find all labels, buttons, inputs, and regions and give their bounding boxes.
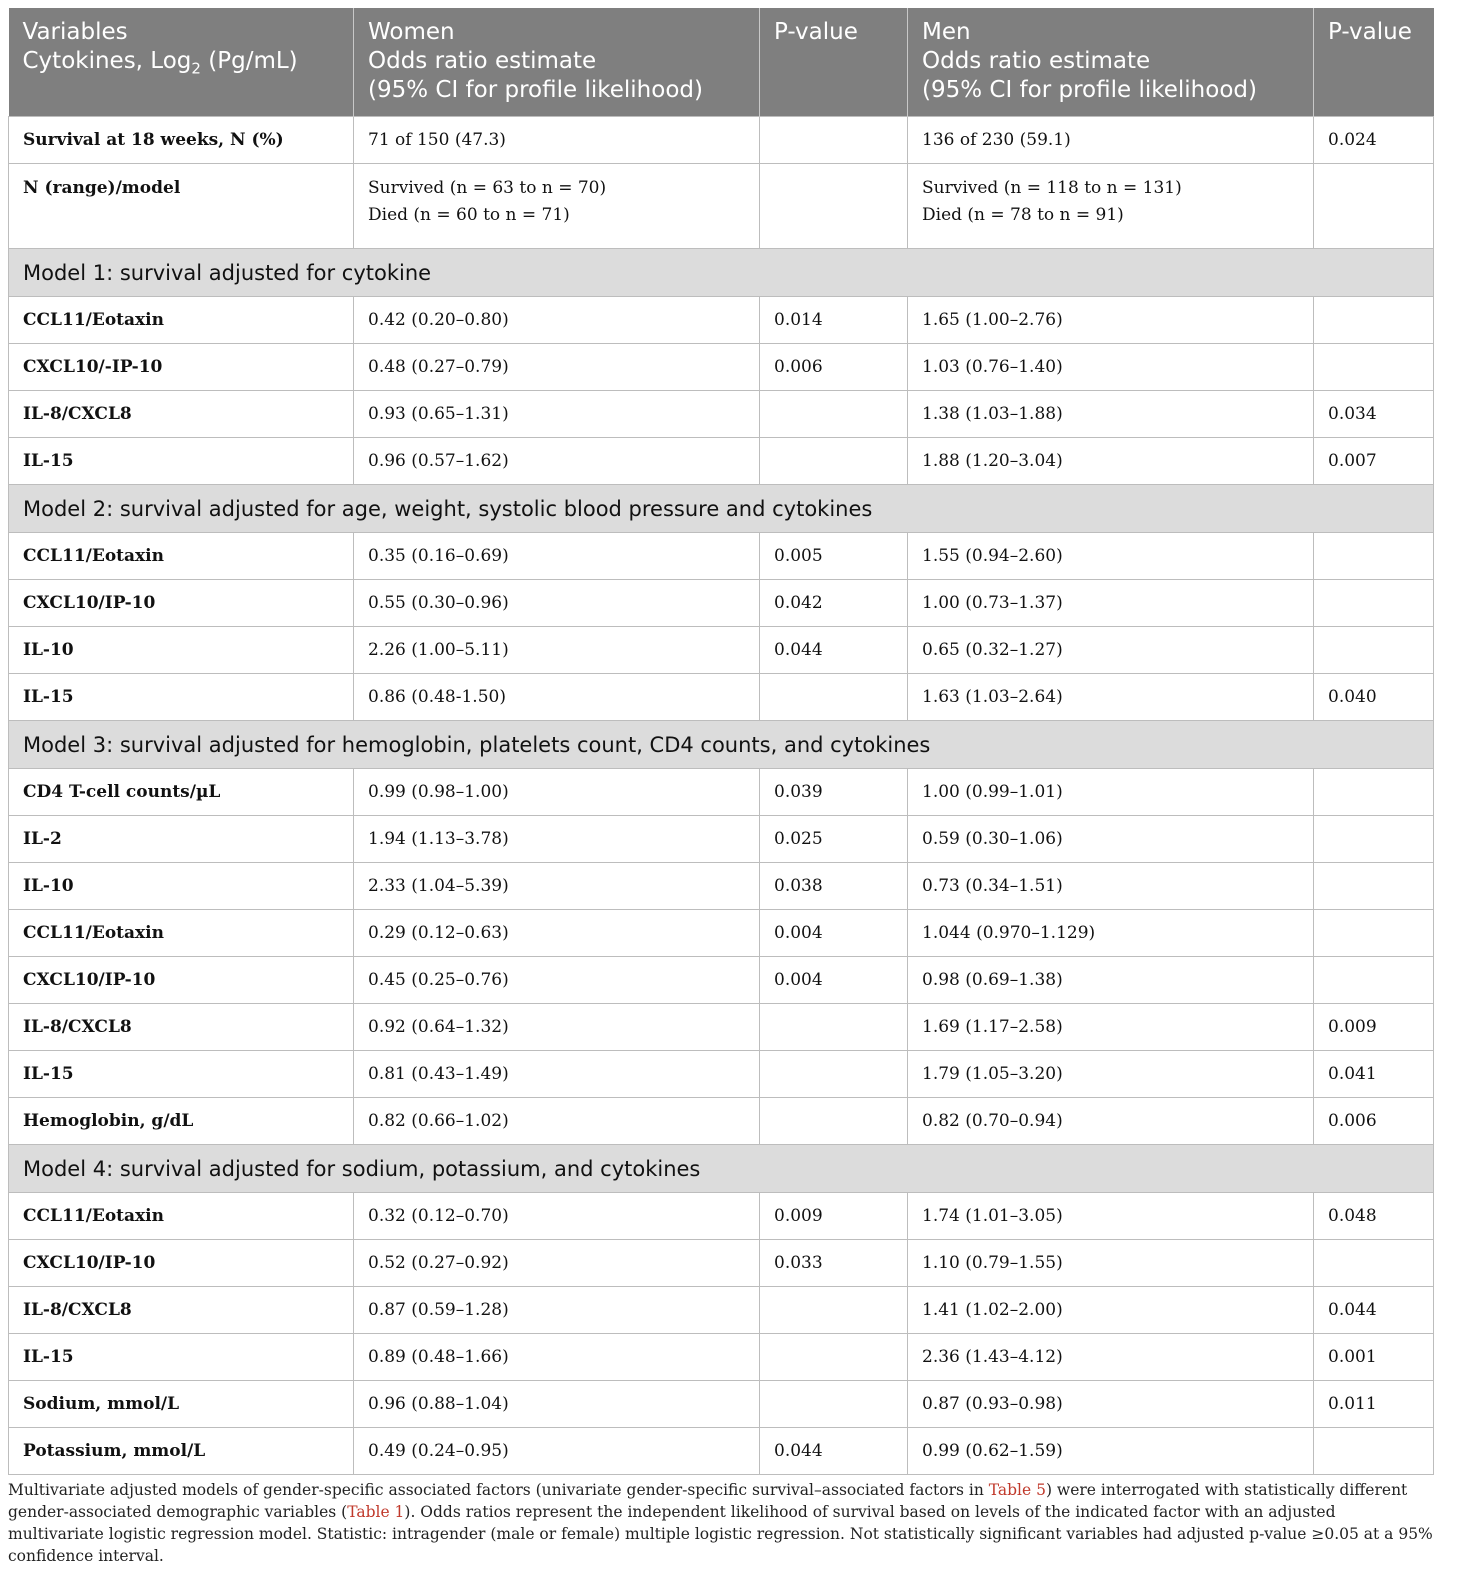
variable-cell: IL-10	[9, 863, 354, 910]
women-pvalue-cell: 0.033	[760, 1240, 908, 1287]
header-row	[9, 8, 1434, 117]
model-title: Model 3: survival adjusted for hemoglobin, platelets count, CD4 counts, and cytokines	[9, 721, 1434, 769]
men-pvalue-cell	[1314, 297, 1434, 344]
table-row	[9, 1428, 1434, 1475]
men-pvalue-cell: 0.011	[1314, 1381, 1434, 1428]
women-or-cell: 0.93 (0.65–1.31)	[354, 391, 760, 438]
variable-cell: IL-15	[9, 1051, 354, 1098]
women-or-cell: 0.49 (0.24–0.95)	[354, 1428, 760, 1475]
women-or-cell: 0.48 (0.27–0.79)	[354, 344, 760, 391]
men-pvalue-cell	[1314, 863, 1434, 910]
table-row	[9, 164, 1434, 249]
men-or-cell: 0.65 (0.32–1.27)	[908, 627, 1314, 674]
men-pvalue-cell: 0.048	[1314, 1193, 1434, 1240]
women-or-cell: 2.26 (1.00–5.11)	[354, 627, 760, 674]
variable-cell: CCL11/Eotaxin	[9, 297, 354, 344]
women-or-cell: 0.35 (0.16–0.69)	[354, 533, 760, 580]
table-row	[9, 344, 1434, 391]
men-pvalue-cell	[1314, 769, 1434, 816]
model-title: Model 2: survival adjusted for age, weight, systolic blood pressure and cytokines	[9, 485, 1434, 533]
men-pvalue-cell: 0.001	[1314, 1334, 1434, 1381]
table-row	[9, 117, 1434, 164]
women-pvalue-cell: 0.009	[760, 1193, 908, 1240]
variable-cell: IL-15	[9, 1334, 354, 1381]
women-or-cell: 0.55 (0.30–0.96)	[354, 580, 760, 627]
women-or-cell: 0.96 (0.88–1.04)	[354, 1381, 760, 1428]
women-or-cell: 71 of 150 (47.3)	[354, 117, 760, 164]
men-or-cell: 136 of 230 (59.1)	[908, 117, 1314, 164]
variable-cell: CXCL10/IP-10	[9, 580, 354, 627]
men-or-cell: 1.00 (0.99–1.01)	[908, 769, 1314, 816]
table-1-link[interactable]: Table 1	[347, 1503, 405, 1521]
variable-cell: CCL11/Eotaxin	[9, 1193, 354, 1240]
table-container	[8, 8, 1433, 1567]
variable-cell: CXCL10/-IP-10	[9, 344, 354, 391]
men-pvalue-cell: 0.007	[1314, 438, 1434, 485]
table-row	[9, 297, 1434, 344]
table-row	[9, 1240, 1434, 1287]
men-or-cell: Survived (n = 118 to n = 131) Died (n = 78 to n = 91)	[908, 164, 1314, 249]
table-row	[9, 391, 1434, 438]
women-pvalue-cell	[760, 1051, 908, 1098]
women-pvalue-cell	[760, 1004, 908, 1051]
men-pvalue-cell: 0.006	[1314, 1098, 1434, 1145]
men-or-cell: 1.03 (0.76–1.40)	[908, 344, 1314, 391]
variable-cell: CXCL10/IP-10	[9, 1240, 354, 1287]
men-or-cell: 0.59 (0.30–1.06)	[908, 816, 1314, 863]
variable-cell: IL-8/CXCL8	[9, 1287, 354, 1334]
variable-cell: IL-15	[9, 674, 354, 721]
men-or-cell: 1.65 (1.00–2.76)	[908, 297, 1314, 344]
men-pvalue-cell	[1314, 164, 1434, 249]
table-row	[9, 1004, 1434, 1051]
table-row	[9, 627, 1434, 674]
women-or-cell: 0.96 (0.57–1.62)	[354, 438, 760, 485]
women-pvalue-cell	[760, 117, 908, 164]
men-pvalue-cell: 0.040	[1314, 674, 1434, 721]
women-pvalue-cell: 0.039	[760, 769, 908, 816]
women-or-cell: 0.52 (0.27–0.92)	[354, 1240, 760, 1287]
women-or-cell: 0.29 (0.12–0.63)	[354, 910, 760, 957]
model-header-row	[9, 249, 1434, 297]
men-or-cell: 1.41 (1.02–2.00)	[908, 1287, 1314, 1334]
men-pvalue-cell: 0.041	[1314, 1051, 1434, 1098]
model-title: Model 4: survival adjusted for sodium, potassium, and cytokines	[9, 1145, 1434, 1193]
men-or-cell: 0.82 (0.70–0.94)	[908, 1098, 1314, 1145]
women-pvalue-cell	[760, 438, 908, 485]
men-or-cell: 1.10 (0.79–1.55)	[908, 1240, 1314, 1287]
men-or-cell: 1.55 (0.94–2.60)	[908, 533, 1314, 580]
men-or-cell: 0.73 (0.34–1.51)	[908, 863, 1314, 910]
variable-cell: IL-10	[9, 627, 354, 674]
women-pvalue-cell: 0.044	[760, 627, 908, 674]
men-pvalue-cell	[1314, 533, 1434, 580]
variable-cell: IL-8/CXCL8	[9, 391, 354, 438]
men-or-cell: 0.87 (0.93–0.98)	[908, 1381, 1314, 1428]
men-or-cell: 1.63 (1.03–2.64)	[908, 674, 1314, 721]
women-pvalue-cell	[760, 1381, 908, 1428]
men-pvalue-cell: 0.034	[1314, 391, 1434, 438]
men-pvalue-cell	[1314, 816, 1434, 863]
women-pvalue-cell	[760, 164, 908, 249]
women-or-cell: 0.99 (0.98–1.00)	[354, 769, 760, 816]
table-5-link[interactable]: Table 5	[988, 1481, 1046, 1499]
variable-cell: CXCL10/IP-10	[9, 957, 354, 1004]
table-caption: Multivariate adjusted models of gender-specific associated factors (univariate gender-specific survival–associated factors in Table 5) were interrogated with statistically different gender-associated demographic variables (Table 1). Odds ratios represent the independent likelihood of survival based on levels of the indicated factor with an adjusted multivariate logistic regression model. Statistic: intragender (male or female) multiple logistic regression. Not statistically significant variables had adjusted p-value ≥0.05 at a 95% confidence interval.	[8, 1481, 1433, 1565]
women-pvalue-cell: 0.004	[760, 957, 908, 1004]
men-pvalue-cell: 0.044	[1314, 1287, 1434, 1334]
women-or-cell: 0.45 (0.25–0.76)	[354, 957, 760, 1004]
women-pvalue-cell	[760, 1334, 908, 1381]
model-title: Model 1: survival adjusted for cytokine	[9, 249, 1434, 297]
table-row	[9, 1098, 1434, 1145]
women-or-cell: 0.87 (0.59–1.28)	[354, 1287, 760, 1334]
header-men: Men Odds ratio estimate (95% CI for profile likelihood)	[908, 8, 1314, 117]
women-pvalue-cell: 0.025	[760, 816, 908, 863]
table-row	[9, 438, 1434, 485]
women-or-cell: 0.81 (0.43–1.49)	[354, 1051, 760, 1098]
variable-cell: Sodium, mmol/L	[9, 1381, 354, 1428]
table-row	[9, 1334, 1434, 1381]
men-pvalue-cell	[1314, 1240, 1434, 1287]
men-pvalue-cell	[1314, 910, 1434, 957]
variable-cell: N (range)/model	[9, 164, 354, 249]
men-or-cell: 1.00 (0.73–1.37)	[908, 580, 1314, 627]
model-header-row	[9, 485, 1434, 533]
header-men-pvalue: P-value	[1314, 8, 1434, 117]
men-or-cell: 1.69 (1.17–2.58)	[908, 1004, 1314, 1051]
table-row	[9, 957, 1434, 1004]
women-pvalue-cell	[760, 674, 908, 721]
variable-cell: Hemoglobin, g/dL	[9, 1098, 354, 1145]
women-pvalue-cell	[760, 391, 908, 438]
table-row	[9, 1051, 1434, 1098]
header-women-pvalue: P-value	[760, 8, 908, 117]
women-or-cell: 0.89 (0.48–1.66)	[354, 1334, 760, 1381]
table-row	[9, 863, 1434, 910]
women-or-cell: 0.82 (0.66–1.02)	[354, 1098, 760, 1145]
men-or-cell: 1.79 (1.05–3.20)	[908, 1051, 1314, 1098]
variable-cell: IL-2	[9, 816, 354, 863]
variable-cell: CD4 T-cell counts/µL	[9, 769, 354, 816]
variable-cell: IL-15	[9, 438, 354, 485]
header-women: Women Odds ratio estimate (95% CI for profile likelihood)	[354, 8, 760, 117]
women-pvalue-cell: 0.014	[760, 297, 908, 344]
men-pvalue-cell	[1314, 1428, 1434, 1475]
women-or-cell: 0.92 (0.64–1.32)	[354, 1004, 760, 1051]
men-or-cell: 1.38 (1.03–1.88)	[908, 391, 1314, 438]
women-pvalue-cell: 0.042	[760, 580, 908, 627]
men-or-cell: 1.74 (1.01–3.05)	[908, 1193, 1314, 1240]
women-or-cell: Survived (n = 63 to n = 70) Died (n = 60 to n = 71)	[354, 164, 760, 249]
men-or-cell: 2.36 (1.43–4.12)	[908, 1334, 1314, 1381]
table-row	[9, 580, 1434, 627]
variable-cell: Survival at 18 weeks, N (%)	[9, 117, 354, 164]
men-pvalue-cell	[1314, 957, 1434, 1004]
men-or-cell: 0.99 (0.62–1.59)	[908, 1428, 1314, 1475]
men-or-cell: 0.98 (0.69–1.38)	[908, 957, 1314, 1004]
table-row	[9, 816, 1434, 863]
men-or-cell: 1.88 (1.20–3.04)	[908, 438, 1314, 485]
men-pvalue-cell	[1314, 344, 1434, 391]
odds-ratio-table	[8, 8, 1434, 1475]
women-pvalue-cell: 0.044	[760, 1428, 908, 1475]
women-or-cell: 2.33 (1.04–5.39)	[354, 863, 760, 910]
model-header-row	[9, 1145, 1434, 1193]
table-row	[9, 1193, 1434, 1240]
men-pvalue-cell: 0.024	[1314, 117, 1434, 164]
model-header-row	[9, 721, 1434, 769]
women-or-cell: 0.32 (0.12–0.70)	[354, 1193, 760, 1240]
women-or-cell: 0.42 (0.20–0.80)	[354, 297, 760, 344]
men-pvalue-cell	[1314, 627, 1434, 674]
variable-cell: Potassium, mmol/L	[9, 1428, 354, 1475]
variable-cell: CCL11/Eotaxin	[9, 910, 354, 957]
variable-cell: IL-8/CXCL8	[9, 1004, 354, 1051]
variable-cell: CCL11/Eotaxin	[9, 533, 354, 580]
women-or-cell: 1.94 (1.13–3.78)	[354, 816, 760, 863]
table-row	[9, 1287, 1434, 1334]
header-variables: Variables Cytokines, Log$_2$ (Pg/mL)	[9, 8, 354, 117]
table-row	[9, 1381, 1434, 1428]
women-or-cell: 0.86 (0.48-1.50)	[354, 674, 760, 721]
women-pvalue-cell: 0.006	[760, 344, 908, 391]
table-row	[9, 674, 1434, 721]
women-pvalue-cell: 0.038	[760, 863, 908, 910]
women-pvalue-cell	[760, 1098, 908, 1145]
men-or-cell: 1.044 (0.970–1.129)	[908, 910, 1314, 957]
women-pvalue-cell: 0.005	[760, 533, 908, 580]
table-row	[9, 769, 1434, 816]
table-row	[9, 533, 1434, 580]
men-pvalue-cell	[1314, 580, 1434, 627]
women-pvalue-cell: 0.004	[760, 910, 908, 957]
table-row	[9, 910, 1434, 957]
men-pvalue-cell: 0.009	[1314, 1004, 1434, 1051]
women-pvalue-cell	[760, 1287, 908, 1334]
